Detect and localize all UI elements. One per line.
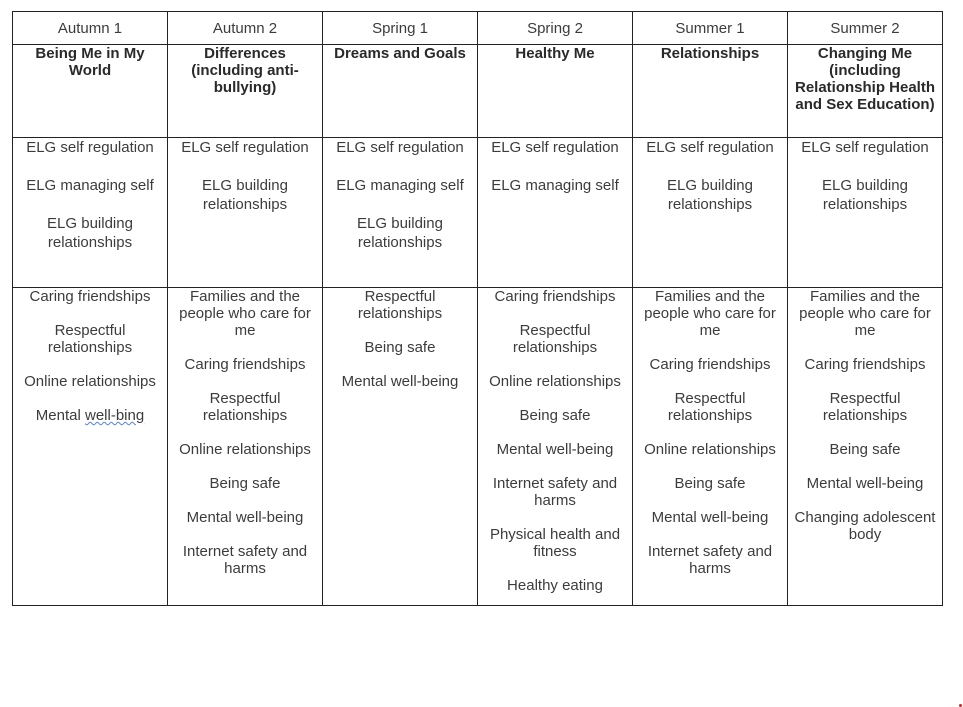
topic-item: Online relationships (489, 373, 621, 390)
elg-item: ELG building relationships (667, 177, 753, 213)
topic-item: Respectful relationships (202, 390, 288, 424)
theme-cell[interactable]: Changing Me (including Relationship Health and Sex Education) (788, 45, 943, 138)
elg-item: ELG managing self (491, 177, 619, 194)
topics-cell[interactable] (168, 288, 323, 606)
topic-item: Internet safety and harms (182, 543, 308, 577)
topic-item: Changing adolescent body (794, 509, 936, 543)
topics-row (13, 288, 943, 606)
topics-cell[interactable] (478, 288, 633, 606)
topics-cell[interactable] (323, 288, 478, 606)
topic-item: Caring friendships (649, 356, 771, 373)
topic-item: Caring friendships (804, 356, 926, 373)
term-header-spring-2[interactable]: Spring 2 (478, 12, 633, 45)
topic-item: Being safe (829, 441, 901, 458)
elg-item: ELG self regulation (336, 139, 464, 156)
topics-cell[interactable] (13, 288, 168, 606)
theme-row (13, 45, 943, 138)
theme-cell[interactable]: Differences (including anti-bullying) (168, 45, 323, 138)
topic-item: Internet safety and harms (492, 475, 618, 509)
elg-cell[interactable] (633, 138, 788, 288)
topic-item: Respectful relationships (822, 390, 908, 424)
theme-cell[interactable]: Dreams and Goals (323, 45, 478, 138)
topic-item: Respectful relationships (512, 322, 598, 356)
topic-item: Being safe (674, 475, 746, 492)
topic-item: Caring friendships (494, 288, 616, 305)
elg-item: ELG building relationships (47, 215, 133, 251)
topics-cell[interactable] (788, 288, 943, 606)
topic-item: Respectful relationships (357, 288, 443, 322)
elg-cell[interactable] (788, 138, 943, 288)
topic-item: Caring friendships (184, 356, 306, 373)
topic-item: Online relationships (644, 441, 776, 458)
spellcheck-flagged-word[interactable]: well-bing (85, 407, 145, 424)
elg-cell[interactable] (13, 138, 168, 288)
term-header-row (13, 12, 943, 45)
elg-item: ELG building relationships (822, 177, 908, 213)
topic-item: Families and the people who care for me (799, 288, 931, 339)
topic-item: Respectful relationships (47, 322, 133, 356)
elg-item: ELG managing self (26, 177, 154, 194)
elg-cell[interactable] (168, 138, 323, 288)
term-header-spring-1[interactable]: Spring 1 (323, 12, 478, 45)
elg-item: ELG building relationships (202, 177, 288, 213)
theme-cell[interactable]: Healthy Me (478, 45, 633, 138)
elg-cell[interactable] (478, 138, 633, 288)
topic-item: Families and the people who care for me (644, 288, 776, 339)
elg-item: ELG self regulation (491, 139, 619, 156)
topic-item: Respectful relationships (667, 390, 753, 424)
theme-cell[interactable]: Being Me in My World (13, 45, 168, 138)
topic-item: Caring friendships (29, 288, 151, 305)
topic-item: Being safe (519, 407, 591, 424)
term-header-summer-1[interactable]: Summer 1 (633, 12, 788, 45)
topic-item: Mental well-being (186, 509, 304, 526)
topic-item: Being safe (364, 339, 436, 356)
elg-row (13, 138, 943, 288)
topic-item: Mental well-being (806, 475, 924, 492)
topic-item: Mental well-being (496, 441, 614, 458)
topic-item: Families and the people who care for me (179, 288, 311, 339)
topic-item: Online relationships (24, 373, 156, 390)
term-header-summer-2[interactable]: Summer 2 (788, 12, 943, 45)
term-header-autumn-1[interactable]: Autumn 1 (13, 12, 168, 45)
topic-item: Healthy eating (507, 577, 603, 594)
topic-item-misspelled: Mental well-bing (35, 407, 145, 424)
topic-item: Being safe (209, 475, 281, 492)
elg-item: ELG managing self (336, 177, 464, 194)
curriculum-table (12, 11, 943, 606)
elg-item: ELG self regulation (646, 139, 774, 156)
topic-item: Online relationships (179, 441, 311, 458)
topic-item: Mental well-being (341, 373, 459, 390)
elg-item: ELG self regulation (801, 139, 929, 156)
theme-cell[interactable]: Relationships (633, 45, 788, 138)
term-header-autumn-2[interactable]: Autumn 2 (168, 12, 323, 45)
elg-cell[interactable] (323, 138, 478, 288)
topics-cell[interactable] (633, 288, 788, 606)
topic-item: Mental well-being (651, 509, 769, 526)
elg-item: ELG self regulation (26, 139, 154, 156)
elg-item: ELG building relationships (357, 215, 443, 251)
topic-item: Physical health and fitness (489, 526, 621, 560)
elg-item: ELG self regulation (181, 139, 309, 156)
topic-item: Internet safety and harms (647, 543, 773, 577)
